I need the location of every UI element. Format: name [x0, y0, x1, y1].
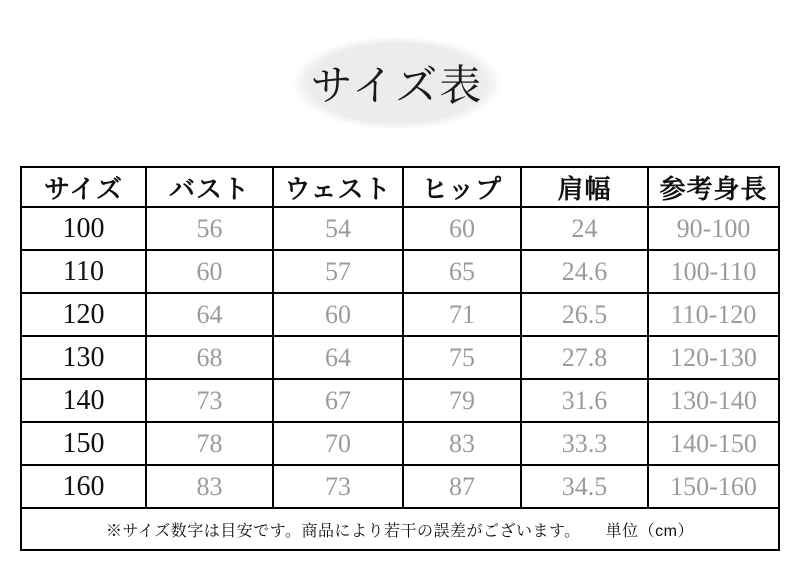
- value-cell: 87: [403, 465, 521, 508]
- value-cell: 73: [273, 465, 403, 508]
- table-row: [21, 207, 779, 250]
- table-row: [21, 293, 779, 336]
- table-row: [21, 250, 779, 293]
- value-cell: 83: [403, 422, 521, 465]
- title-badge: [292, 36, 502, 130]
- table-row: [21, 422, 779, 465]
- value-cell: 64: [146, 293, 273, 336]
- value-cell: 79: [403, 379, 521, 422]
- value-cell: 73: [146, 379, 273, 422]
- value-cell: 60: [146, 250, 273, 293]
- column-header: ウェスト: [273, 167, 403, 207]
- table-row: [21, 465, 779, 508]
- value-cell: 75: [403, 336, 521, 379]
- value-cell: 67: [273, 379, 403, 422]
- column-header: 肩幅: [521, 167, 648, 207]
- size-table-body: [21, 207, 779, 508]
- page-title: サイズ表: [310, 62, 484, 109]
- size-table: [20, 166, 780, 551]
- value-cell: 60: [273, 293, 403, 336]
- value-cell: 78: [146, 422, 273, 465]
- size-cell: 110: [21, 250, 146, 293]
- value-cell: 150-160: [648, 465, 779, 508]
- value-cell: 64: [273, 336, 403, 379]
- value-cell: 90-100: [648, 207, 779, 250]
- size-cell: 150: [21, 422, 146, 465]
- size-cell: 140: [21, 379, 146, 422]
- value-cell: 120-130: [648, 336, 779, 379]
- column-header: サイズ: [21, 167, 146, 207]
- value-cell: 140-150: [648, 422, 779, 465]
- value-cell: 60: [403, 207, 521, 250]
- value-cell: 83: [146, 465, 273, 508]
- header-row: [21, 167, 779, 207]
- table-footnote: ※サイズ数字は目安です。商品により若干の誤差がございます。 単位（cm）: [21, 508, 779, 550]
- value-cell: 130-140: [648, 379, 779, 422]
- column-header: バスト: [146, 167, 273, 207]
- value-cell: 24: [521, 207, 648, 250]
- value-cell: 57: [273, 250, 403, 293]
- value-cell: 71: [403, 293, 521, 336]
- value-cell: 68: [146, 336, 273, 379]
- column-header: 参考身長: [648, 167, 779, 207]
- size-cell: 100: [21, 207, 146, 250]
- value-cell: 70: [273, 422, 403, 465]
- value-cell: 31.6: [521, 379, 648, 422]
- value-cell: 27.8: [521, 336, 648, 379]
- size-cell: 120: [21, 293, 146, 336]
- value-cell: 110-120: [648, 293, 779, 336]
- table-row: [21, 379, 779, 422]
- column-header: ヒップ: [403, 167, 521, 207]
- value-cell: 100-110: [648, 250, 779, 293]
- value-cell: 34.5: [521, 465, 648, 508]
- value-cell: 56: [146, 207, 273, 250]
- footnote-row: [21, 508, 779, 550]
- table-row: [21, 336, 779, 379]
- value-cell: 26.5: [521, 293, 648, 336]
- size-cell: 160: [21, 465, 146, 508]
- value-cell: 54: [273, 207, 403, 250]
- value-cell: 65: [403, 250, 521, 293]
- value-cell: 24.6: [521, 250, 648, 293]
- value-cell: 33.3: [521, 422, 648, 465]
- size-cell: 130: [21, 336, 146, 379]
